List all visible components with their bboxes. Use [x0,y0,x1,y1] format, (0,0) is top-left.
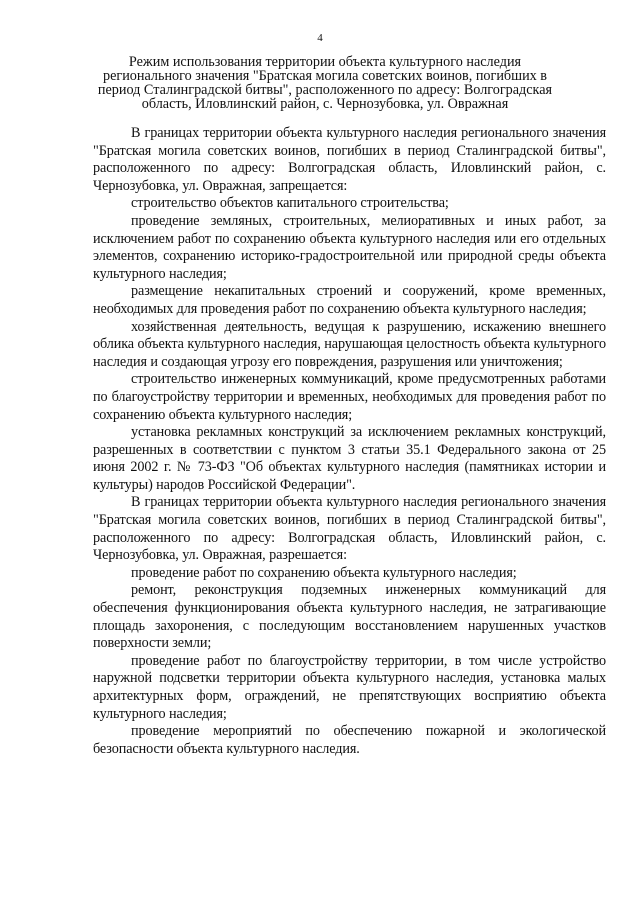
paragraph-permitted-intro: В границах территории объекта культурного наследия регионального значения "Братская могила советских воинов, погибших в период Сталинградской битвы", расположенного по адресу: Волгоградская область, Иловлинский район, с. Чернозубовка, ул. Овражная, разрешается: [93,494,606,564]
paragraph-item: строительство инженерных коммуникаций, кроме предусмотренных работами по благоустройству территории и временных, необходимых для проведения работ по сохранению объекта культурного наследия; [93,371,606,423]
paragraph-item: строительство объектов капитального строительства; [131,195,449,212]
paragraph-item: установка рекламных конструкций за исключением рекламных конструкций, разрешенных в соответствии с пунктом 3 статьи 35.1 Федерального закона от 25 июня 2002 г. № 73-ФЗ "Об объектах культурного наследия (памятниках истории и культуры) народов Российской Федерации". [93,424,606,493]
paragraph-item: проведение работ по сохранению объекта культурного наследия; [131,564,517,581]
paragraph-prohibited-intro: В границах территории объекта культурного наследия регионального значения "Братская могила советских воинов, погибших в период Сталинградской битвы", расположенного по адресу: Волгоградская область, Иловлинский район, с. Чернозубовка, ул. Овражная, запрещается: [93,125,606,194]
paragraph-item: проведение мероприятий по обеспечению пожарной и экологической безопасности объекта культурного наследия. [93,723,606,757]
paragraph-item: проведение земляных, строительных, мелиоративных и иных работ, за исключением работ по сохранению объекта культурного наследия или его отдельных элементов, сохранению историко-градостроительной или природной среды объекта культурного наследия; [93,212,606,282]
document-title: Режим использования территории объекта культурного наследия регионального значения "Братская могила советских воинов, погибших в период Сталинградской битвы", расположенного по адресу: Волгоградская область, Иловлинский район, с. Чернозубовка, ул. Овражная [97,54,553,112]
paragraph-item: размещение некапитальных строений и сооружений, кроме временных, необходимых для проведения работ по сохранению объекта культурного наследия; [93,283,606,317]
page-number: 4 [317,32,323,44]
paragraph-item: проведение работ по благоустройству территории, в том числе устройство наружной подсветки территории объекта культурного наследия, установка малых архитектурных форм, ограждений, не препятствующих восприятию объекта культурного наследия; [93,652,606,722]
paragraph-item: ремонт, реконструкция подземных инженерных коммуникаций для обеспечения функционирования объекта культурного наследия, не затрагивающие площадь захоронения, с последующим восстановлением нарушенных участков поверхности земли; [93,582,606,652]
paragraph-item: хозяйственная деятельность, ведущая к разрушению, искажению внешнего облика объекта культурного наследия, нарушающая целостность объекта культурного наследия и создающая угрозу его повреждения, разрушения или уничтожения; [93,318,606,370]
document-body [93,125,606,758]
